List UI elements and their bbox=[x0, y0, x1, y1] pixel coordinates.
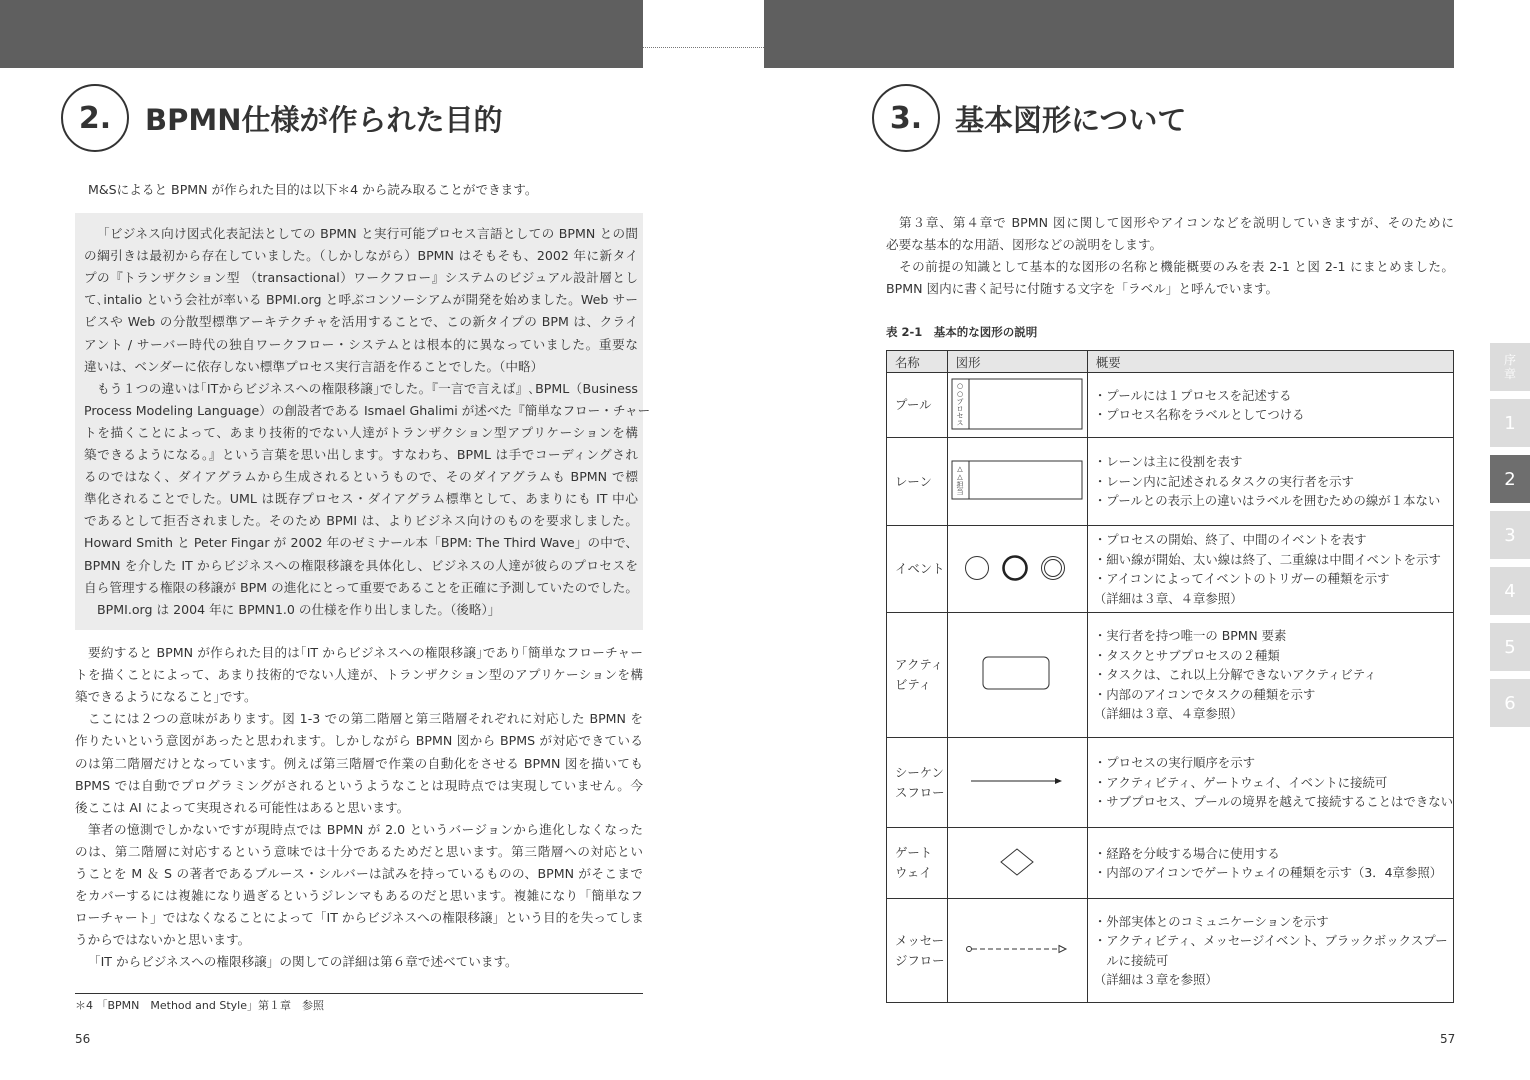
summary-line: ・経路を分岐する場合に使用する bbox=[1093, 845, 1280, 861]
text-line: であるとして拒否されました。そのため BPMI は、よりビジネス向けのものを要求しました。 bbox=[84, 513, 638, 529]
shape-figure bbox=[947, 738, 1087, 828]
section-number: 2. bbox=[61, 84, 129, 152]
summary-line: ・プロセスの開始、終了、中間のイベントを表す bbox=[1093, 532, 1367, 547]
shape-summary bbox=[1087, 438, 1453, 526]
summary-line: ルに接続可 bbox=[1093, 952, 1169, 968]
shape-name: シーケン スフロー bbox=[887, 738, 948, 828]
pool-label: ○○プロセス bbox=[956, 381, 965, 426]
text-line: るのではなく、ダイアグラムから生成されるというもので、そのダイアグラムも BPMN で標 bbox=[84, 469, 638, 485]
text-line: 築できるようになる。』という言葉を思い出します。すなわち、BPML は手でコーディングされ bbox=[84, 447, 638, 462]
table-caption: 表 2-1 基本的な図形の説明 bbox=[886, 325, 1038, 339]
chapter-tab-0[interactable]: 序 章 bbox=[1490, 343, 1530, 391]
text-line: うからではないかと思います。 bbox=[75, 932, 251, 948]
shape-figure bbox=[947, 438, 1087, 526]
sequence-flow-icon bbox=[969, 775, 1065, 787]
text-line: 筆者の憶測でしかないですが現時点では BPMN が 2.0 というバージョンから進化しなくなった bbox=[88, 821, 643, 837]
left-header-bar bbox=[0, 0, 643, 68]
lane-label: △△担当 bbox=[956, 465, 965, 495]
text-line: アント / サーバー時代の独自ワークフロー・システムとは根本的に異なっていました。重要な bbox=[84, 336, 638, 352]
text-line: Process Modeling Language）の創設者である Ismael Ghalimi が述べた『簡単なフロー・チャー bbox=[84, 402, 651, 418]
summary-line: ・内部のアイコンでタスクの種類を示す bbox=[1093, 686, 1316, 702]
summary-line: ・サブプロセス、プールの境界を越えて接続することはできない bbox=[1093, 794, 1453, 810]
summary-line: ・内部のアイコンでゲートウェイの種類を示す（3．4章参照） bbox=[1093, 865, 1443, 880]
summary-line: ・細い線が開始、太い線は終了、二重線は中間イベントを示す bbox=[1093, 551, 1441, 567]
table-row bbox=[887, 738, 1454, 828]
text-line: 「ビジネス向け図式化表記法としての BPMN と実行可能プロセス言語としての BPMN との間 bbox=[97, 226, 638, 241]
shape-name: プール bbox=[887, 373, 948, 438]
text-line: 後ここは AI によって実現される可能性はあると思います。 bbox=[75, 799, 410, 815]
text-line: 違いは、ベンダーに依存しない標準プロセス実行言語を作ることでした。（中略） bbox=[84, 358, 544, 374]
shape-name: ゲート ウェイ bbox=[887, 828, 948, 899]
text-line: をカバーするには複雑になり過ぎるというジレンマもあるのだと思います。複雑になり「簡単なフ bbox=[75, 888, 643, 904]
section-title: BPMN仕様が作られた目的 bbox=[145, 103, 503, 137]
message-flow-icon bbox=[965, 943, 1069, 955]
summary-line: （詳細は３章、４章参照） bbox=[1093, 706, 1243, 722]
gateway-icon bbox=[999, 847, 1035, 877]
text-line: Howard Smith と Peter Fingar が 2002 年のゼミナール本「BPM: The Third Wave」の中で、 bbox=[84, 535, 638, 551]
chapter-tab-5[interactable]: 5 bbox=[1490, 623, 1530, 671]
page-number-right: 57 bbox=[1440, 1032, 1456, 1046]
section-number: 3. bbox=[872, 84, 940, 152]
text-line: 自ら管理する権限の移譲が BPM の進化にとって重要であることを正確に予測していたのでした。 bbox=[84, 579, 638, 595]
table-row bbox=[887, 373, 1454, 438]
end-event-icon bbox=[1004, 556, 1027, 579]
text-line: 準化されることでした。UML は既存プロセス・ダイアグラム標準として、あまりにも IT 中心 bbox=[84, 491, 638, 507]
chapter-tab-3[interactable]: 3 bbox=[1490, 511, 1530, 559]
table-row bbox=[887, 526, 1454, 613]
header-summary: 概要 bbox=[1087, 351, 1453, 373]
text-line: BPMI.org は 2004 年に BPMN1.0 の仕様を作り出しました。（後略）」 bbox=[97, 601, 501, 617]
spread-divider bbox=[643, 47, 764, 48]
intro-text: M&Sによると BPMN が作られた目的は以下＊4 から読み取ることができます。 bbox=[88, 182, 538, 197]
table-row bbox=[887, 899, 1454, 1003]
summary-line: ・タスクとサブプロセスの２種類 bbox=[1093, 647, 1280, 663]
footnote-rule bbox=[75, 993, 643, 994]
start-event-icon bbox=[966, 556, 989, 579]
text-line: ローチャート」ではなくなることによって「IT からビジネスへの権限移譲」という目的を失ってしま bbox=[75, 910, 644, 926]
text-line: 「IT からビジネスへの権限移譲」の関しての詳細は第６章で述べています。 bbox=[88, 954, 518, 970]
summary-line: ・プールには１プロセスを記述する bbox=[1093, 387, 1292, 403]
shape-figure bbox=[947, 613, 1087, 738]
text-line: うことを M ＆ S の著者であるブルース・シルバーは試みを持っているものの、BPMN がそこまで bbox=[75, 866, 643, 881]
header-name: 名称 bbox=[887, 351, 948, 373]
text-line: ここには２つの意味があります。図 1-3 での第二階層と第三階層それぞれに対応した BPMN を bbox=[88, 711, 643, 727]
summary-line: ・レーン内に記述されるタスクの実行者を示す bbox=[1093, 473, 1354, 489]
right-header-bar bbox=[764, 0, 1454, 68]
summary-line: ・レーンは主に役割を表す bbox=[1093, 454, 1243, 470]
text-line: その前提の知識として基本的な図形の名称と機能概要のみを表 2-1 と図 2-1 にまとめました。 bbox=[899, 259, 1454, 275]
page-number-left: 56 bbox=[75, 1032, 91, 1046]
table-row bbox=[887, 613, 1454, 738]
text-line: ビスや Web の分散型標準アーキテクチャを活用することで、この新タイプの BPM は、クライ bbox=[84, 314, 638, 330]
summary-line: ・アクティビティ、ゲートウェイ、イベントに接続可 bbox=[1093, 774, 1388, 790]
text-line: の綱引きは最初から存在していました。（しかしながら）BPMN はそもそも、2002 年に新タイ bbox=[84, 248, 638, 264]
header-shape: 図形 bbox=[947, 351, 1087, 373]
shapes-table bbox=[886, 350, 1454, 1003]
text-line: て､intalio という会社が率いる BPMI.org と呼ぶコンソーシアムが開発を始めました。Web サー bbox=[84, 292, 638, 308]
shape-name: アクティ ビティ bbox=[887, 613, 948, 738]
summary-line: （詳細は３章、４章参照） bbox=[1093, 590, 1243, 606]
summary-line: ・プールとの表示上の違いはラベルを囲むための線が１本ない bbox=[1093, 493, 1441, 509]
summary-line: ・タスクは、これ以上分解できないアクティビティ bbox=[1093, 667, 1377, 683]
text-line: トを描くことによって、あまり技術的でない人達がトランザクション型アプリケーションを構 bbox=[84, 424, 638, 440]
shape-summary bbox=[1087, 899, 1453, 1003]
shape-summary bbox=[1087, 613, 1453, 738]
shape-figure bbox=[947, 373, 1087, 438]
shape-figure bbox=[947, 899, 1087, 1003]
shape-summary bbox=[1087, 828, 1453, 899]
shape-name: メッセー ジフロー bbox=[887, 899, 948, 1003]
text-line: 必要な基本的な用語、図形などの説明をします。 bbox=[886, 237, 1163, 253]
shape-name: イベント bbox=[887, 526, 948, 613]
text-line: 要約すると BPMN が作られた目的は｢IT からビジネスへの権限移譲｣であり｢簡単なフローチャー bbox=[88, 645, 643, 660]
text-line: のは、第二階層に対応するという意味では十分であるためだと思います。第三階層への対応とい bbox=[75, 843, 643, 859]
shape-summary bbox=[1087, 738, 1453, 828]
shape-figure bbox=[947, 828, 1087, 899]
summary-line: （詳細は３章を参照） bbox=[1093, 972, 1218, 987]
text-line: もう１つの違いは｢ITからビジネスへの権限移譲｣でした。『一言で言えば』､BPML（Business bbox=[97, 380, 638, 396]
summary-line: ・実行者を持つ唯一の BPMN 要素 bbox=[1093, 628, 1287, 644]
shape-summary bbox=[1087, 526, 1453, 613]
text-line: BPMN を介した IT からビジネスへの権限移譲を具体化し、ビジネスの人達が彼らのプロセスを bbox=[84, 557, 638, 573]
chapter-tab-1[interactable]: 1 bbox=[1490, 399, 1530, 447]
text-line: BPMS では自動でプログラミングがされるというようなことは現時点では実現していません。今 bbox=[75, 777, 643, 793]
table-row bbox=[887, 828, 1454, 899]
activity-icon bbox=[982, 656, 1052, 692]
chapter-tab-2[interactable]: 2 bbox=[1490, 455, 1530, 503]
text-line: 作りたいという意図があったと思われます。しかしながら BPMN 図から BPMS が対応できている bbox=[75, 733, 643, 749]
chapter-tab-4[interactable]: 4 bbox=[1490, 567, 1530, 615]
text-line: BPMN 図内に書く記号に付随する文字を「ラベル」と呼んでいます。 bbox=[886, 281, 1279, 297]
text-line: 第３章、第４章で BPMN 図に関して図形やアイコンなどを説明していきますが、そのために bbox=[899, 215, 1454, 230]
text-line: プの『トランザクション型 （transactional）ワークフロー』システムのビジュアル設計層とし bbox=[84, 270, 638, 286]
summary-line: ・外部実体とのコミュニケーションを示す bbox=[1093, 913, 1329, 929]
chapter-tab-6[interactable]: 6 bbox=[1490, 679, 1530, 727]
summary-line: ・アクティビティ、メッセージイベント、ブラックボックスプー bbox=[1093, 933, 1448, 948]
summary-line: ・アイコンによってイベントのトリガーの種類を示す bbox=[1093, 571, 1390, 586]
shape-name: レーン bbox=[887, 438, 948, 526]
shape-figure bbox=[947, 526, 1087, 613]
footnote: ＊4 「BPMN Method and Style」第１章 参照 bbox=[75, 999, 324, 1012]
section-title: 基本図形について bbox=[955, 103, 1187, 137]
shape-summary bbox=[1087, 373, 1453, 438]
text-line: のは第二階層だけとなっています。例えば第三階層で作業の自動化をさせる BPMN 図を描いても bbox=[75, 755, 643, 771]
text-line: 築できるようになること｣です。 bbox=[75, 689, 257, 705]
summary-line: ・プロセス名称をラベルとしてつける bbox=[1093, 407, 1305, 422]
text-line: トを描くことによって、あまり技術的でない人達が、トランザクション型のアプリケーションを構 bbox=[75, 667, 643, 683]
table-row bbox=[887, 438, 1454, 526]
summary-line: ・プロセスの実行順序を示す bbox=[1093, 755, 1255, 771]
